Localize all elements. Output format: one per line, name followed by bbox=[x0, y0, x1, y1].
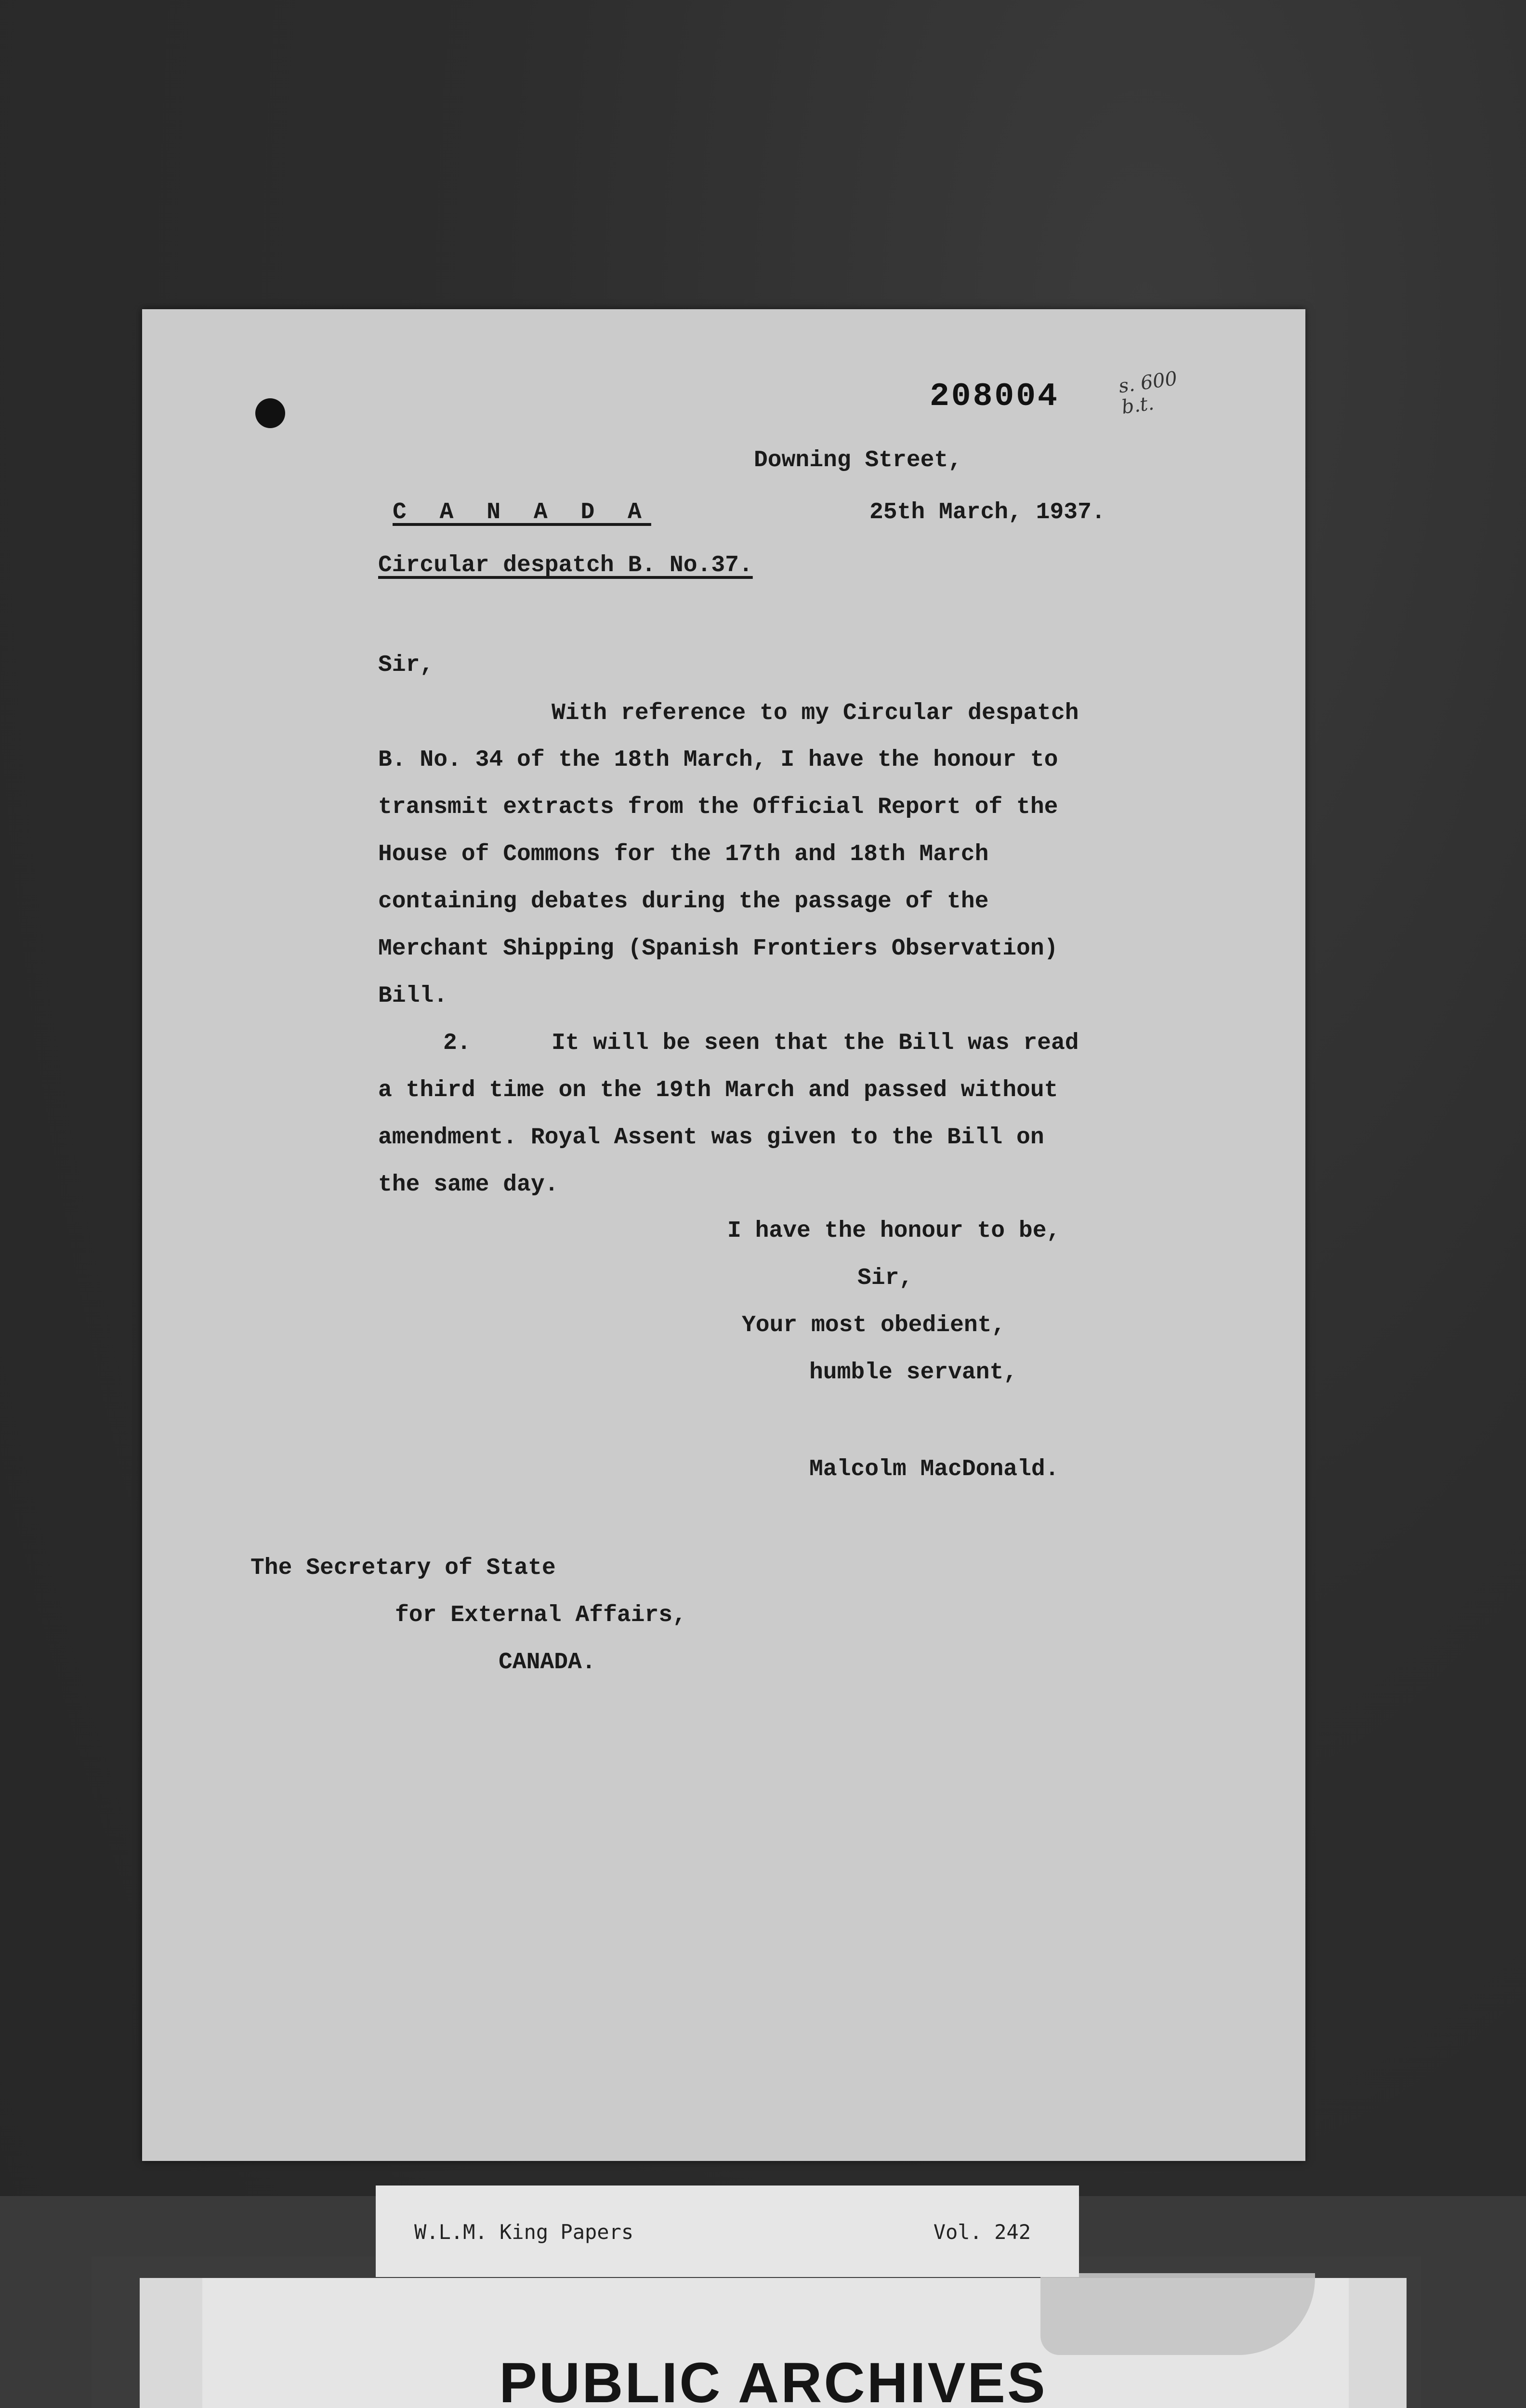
addressee-line: The Secretary of State bbox=[250, 1555, 556, 1581]
document-page bbox=[142, 309, 1305, 2161]
archive-title-english: PUBLIC ARCHIVES bbox=[499, 2351, 1047, 2408]
paragraph2-line: a third time on the 19th March and passed without bbox=[378, 1077, 1058, 1103]
paragraph2-number: 2. bbox=[443, 1030, 471, 1056]
handwritten-note-line: s. 600 bbox=[1117, 367, 1179, 398]
letter-date: 25th March, 1937. bbox=[869, 499, 1105, 525]
paragraph1-line: containing debates during the passage of the bbox=[378, 889, 989, 915]
salutation: Sir, bbox=[378, 652, 434, 678]
paragraph1-line: Bill. bbox=[378, 983, 448, 1009]
closing-line: I have the honour to be, bbox=[727, 1218, 1061, 1244]
paragraph1-line: With reference to my Circular despatch bbox=[552, 700, 1079, 726]
paragraph2-line: the same day. bbox=[378, 1172, 559, 1198]
paragraph2-line: amendment. Royal Assent was given to the Bill on bbox=[378, 1125, 1044, 1151]
closing-line: humble servant, bbox=[809, 1360, 1018, 1386]
country-heading: C A N A D A bbox=[393, 499, 651, 525]
addressee-line: CANADA. bbox=[499, 1649, 596, 1675]
paragraph1-line: transmit extracts from the Official Report of the bbox=[378, 794, 1058, 820]
circular-reference: Circular despatch B. No.37. bbox=[378, 552, 753, 578]
handwritten-note-line: b.t. bbox=[1120, 392, 1156, 419]
signature: Malcolm MacDonald. bbox=[809, 1456, 1059, 1482]
reference-number: 208004 bbox=[930, 378, 1059, 415]
paragraph2-line: It will be seen that the Bill was read bbox=[552, 1030, 1079, 1056]
closing-line: Sir, bbox=[857, 1265, 913, 1291]
paragraph1-line: B. No. 34 of the 18th March, I have the honour to bbox=[378, 747, 1058, 773]
paragraph1-line: House of Commons for the 17th and 18th March bbox=[378, 841, 989, 867]
paragraph1-line: Merchant Shipping (Spanish Frontiers Observation) bbox=[378, 936, 1058, 962]
volume-number: Vol. 242 bbox=[933, 2220, 1031, 2244]
handwritten-note bbox=[1117, 368, 1181, 418]
collection-name: W.L.M. King Papers bbox=[414, 2220, 634, 2244]
collection-label bbox=[376, 2186, 1079, 2277]
punch-hole bbox=[255, 398, 285, 428]
closing-line: Your most obedient, bbox=[742, 1312, 1006, 1338]
addressee-line: for External Affairs, bbox=[395, 1602, 686, 1628]
tape-piece bbox=[1040, 2273, 1315, 2355]
sender-address: Downing Street, bbox=[754, 447, 962, 473]
